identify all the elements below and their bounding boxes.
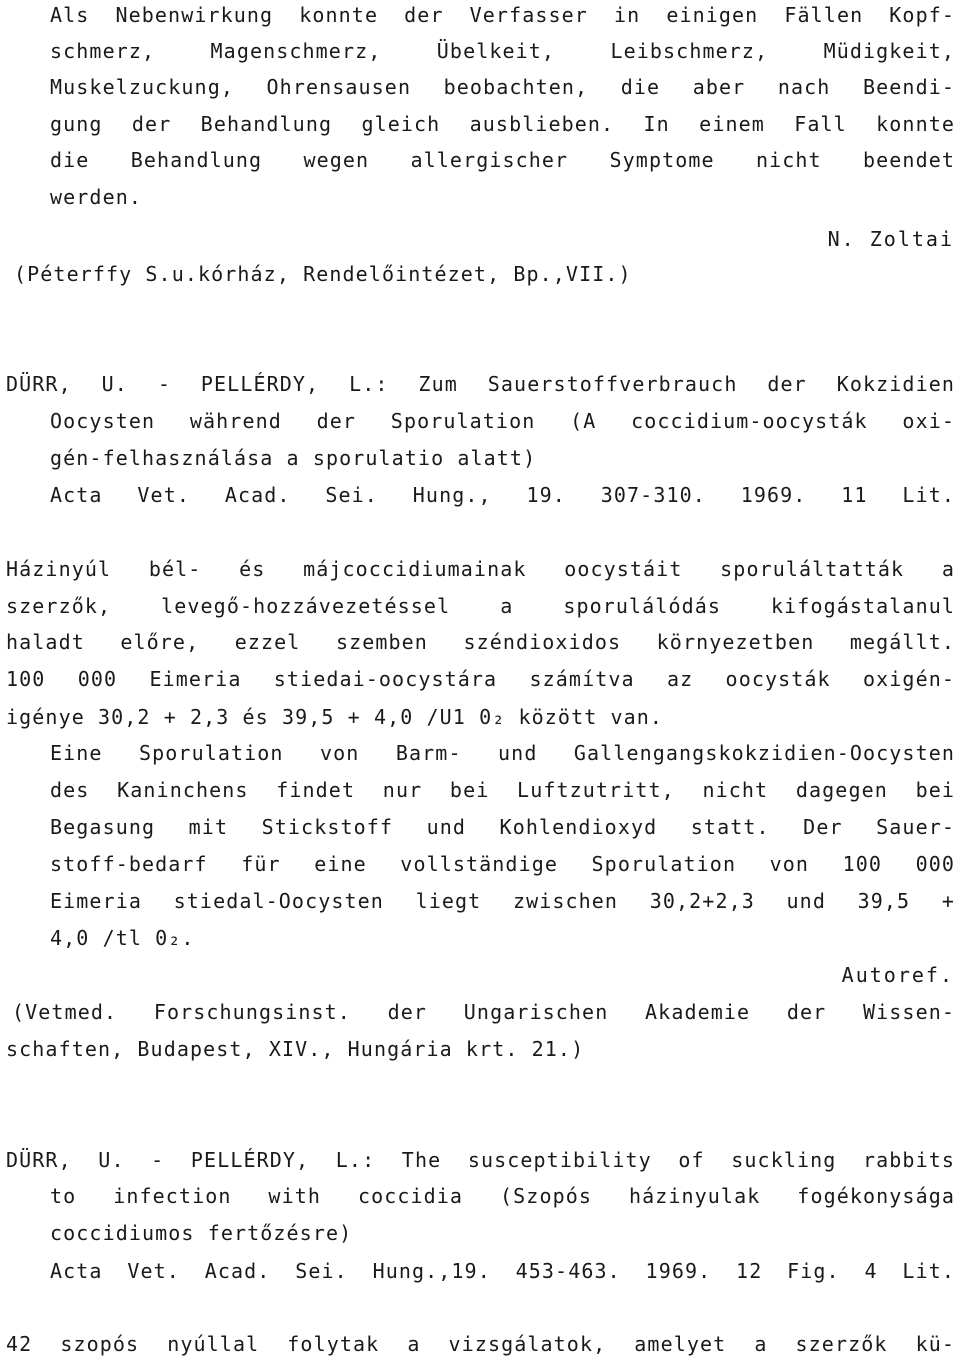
text-line: werden.: [50, 185, 142, 209]
text-line: die Behandlung wegen allergischer Symptome nicht beendet: [50, 148, 955, 172]
hungarian-abstract-line: haladt előre, ezzel szemben széndioxidos környezetben megállt.: [6, 630, 955, 654]
citation-line: coccidiumos fertőzésre): [50, 1221, 353, 1245]
german-abstract-line: Eine Sporulation von Barm- und Gallengangskokzidien-Oocysten: [50, 741, 955, 765]
hungarian-abstract-line: Házinyúl bél- és májcoccidiumainak oocystáit sporuláltatták a: [6, 557, 955, 581]
hungarian-abstract-line: szerzők, levegő-hozzávezetéssel a sporulálódás kifogástalanul: [6, 594, 955, 618]
abstract-line: 42 szopós nyúllal folytak a vizsgálatok, amelyet a szerzők kü-: [6, 1332, 955, 1356]
citation-line: DÜRR, U. - PELLÉRDY, L.: Zum Sauerstoffverbrauch der Kokzidien: [6, 372, 955, 396]
text-line: Als Nebenwirkung konnte der Verfasser in einigen Fällen Kopf-: [50, 3, 955, 27]
autoref-label: Autoref.: [841, 963, 954, 987]
affiliation-line: schaften, Budapest, XIV., Hungária krt. 21.): [6, 1037, 585, 1061]
text-line: schmerz, Magenschmerz, Übelkeit, Leibschmerz, Müdigkeit,: [50, 39, 955, 63]
hungarian-abstract-line: 100 000 Eimeria stiedai-oocystára számítva az oocysták oxigén-: [6, 667, 955, 691]
affiliation: (Péterffy S.u.kórház, Rendelőintézet, Bp.,VII.): [14, 262, 632, 286]
author-signature: N. Zoltai: [827, 227, 954, 251]
german-abstract-line: stoff-bedarf für eine vollständige Sporulation von 100 000: [50, 852, 955, 876]
affiliation-line: (Vetmed. Forschungsinst. der Ungarischen Akademie der Wissen-: [12, 1000, 955, 1024]
german-abstract-line: des Kaninchens findet nur bei Luftzutritt, nicht dagegen bei: [50, 778, 955, 802]
citation-line: Acta Vet. Acad. Sei. Hung., 19. 307-310. 1969. 11 Lit.: [50, 483, 955, 507]
citation-line: DÜRR, U. - PELLÉRDY, L.: The susceptibility of suckling rabbits: [6, 1148, 955, 1172]
hungarian-abstract-line: igénye 30,2 + 2,3 és 39,5 + 4,0 /U1 0₂ között van.: [6, 705, 664, 729]
german-abstract-line: Begasung mit Stickstoff und Kohlendioxyd statt. Der Sauer-: [50, 815, 955, 839]
citation-line: Acta Vet. Acad. Sei. Hung.,19. 453-463. 1969. 12 Fig. 4 Lit.: [50, 1259, 955, 1283]
text-line: gung der Behandlung gleich ausblieben. In einem Fall konnte: [50, 112, 955, 136]
citation-line: to infection with coccidia (Szopós házinyulak fogékonysága: [50, 1184, 955, 1208]
citation-line: gén-felhasználása a sporulatio alatt): [50, 446, 537, 470]
citation-line: Oocysten während der Sporulation (A coccidium-oocysták oxi-: [50, 409, 955, 433]
text-line: Muskelzuckung, Ohrensausen beobachten, die aber nach Beendi-: [50, 75, 955, 99]
german-abstract-line: 4,0 /tl 0₂.: [50, 926, 195, 950]
german-abstract-line: Eimeria stiedal-Oocysten liegt zwischen 30,2+2,3 und 39,5 +: [50, 889, 955, 913]
